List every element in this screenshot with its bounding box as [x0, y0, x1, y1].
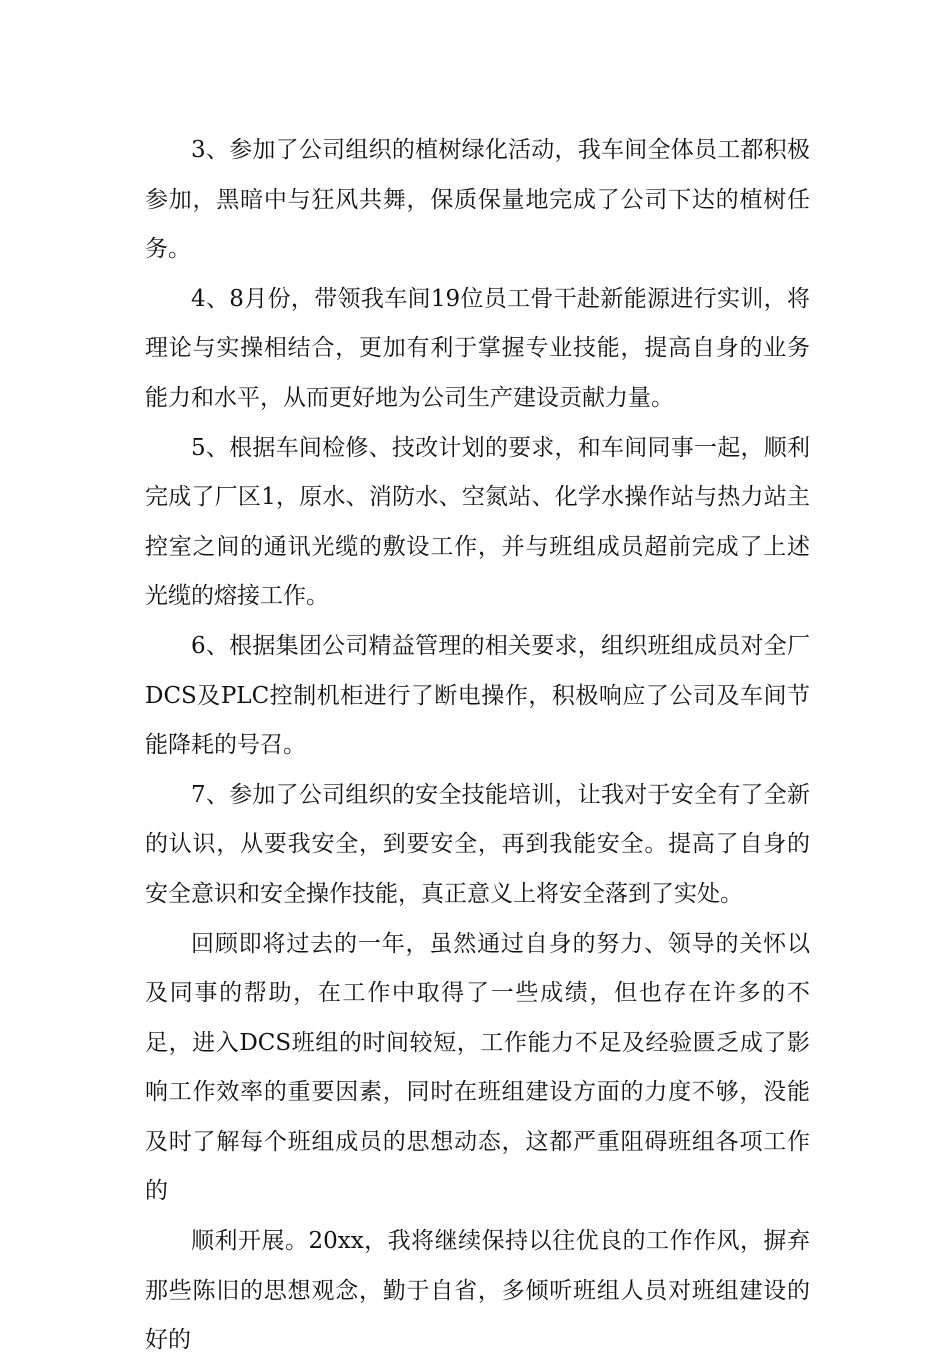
- paragraph-item-5: 5、根据车间检修、技改计划的要求，和车间同事一起，顺利完成了厂区1，原水、消防水、空氮站、化学水操作站与热力站主控室之间的通讯光缆的敷设工作，并与班组成员超前完成了上述光缆的熔接工作。: [145, 434, 810, 610]
- paragraph-item-3: 3、参加了公司组织的植树绿化活动，我车间全体员工都积极参加，黑暗中与狂风共舞，保质保量地完成了公司下达的植树任务。: [145, 137, 810, 263]
- document-body: [145, 126, 810, 1366]
- paragraph-item-6: 6、根据集团公司精益管理的相关要求，组织班组成员对全厂DCS及PLC控制机柜进行了断电操作，积极响应了公司及车间节能降耗的号召。: [145, 632, 810, 759]
- paragraph-item-7: 7、参加了公司组织的安全技能培训，让我对于安全有了全新的认识，从要我安全，到要安全，再到我能安全。提高了自身的安全意识和安全操作技能，真正意义上将安全落到了实处。: [145, 781, 810, 907]
- paragraph-item-4: 4、8月份，带领我车间19位员工骨干赴新能源进行实训，将理论与实操相结合，更加有利于掌握专业技能，提高自身的业务能力和水平，从而更好地为公司生产建设贡献力量。: [145, 285, 810, 411]
- paragraph-outlook: 顺利开展。20xx，我将继续保持以往优良的工作作风，摒弃那些陈旧的思想观念，勤于自省，多倾听班组人员对班组建设的好的: [145, 1228, 810, 1354]
- paragraph-review: 回顾即将过去的一年，虽然通过自身的努力、领导的关怀以及同事的帮助，在工作中取得了一些成绩，但也存在许多的不足，进入DCS班组的时间较短，工作能力不足及经验匮乏成了影响工作效率的重要因素，同时在班组建设方面的力度不够，没能及时了解每个班组成员的思想动态，这都严重阻碍班组各项工作的: [145, 930, 810, 1205]
